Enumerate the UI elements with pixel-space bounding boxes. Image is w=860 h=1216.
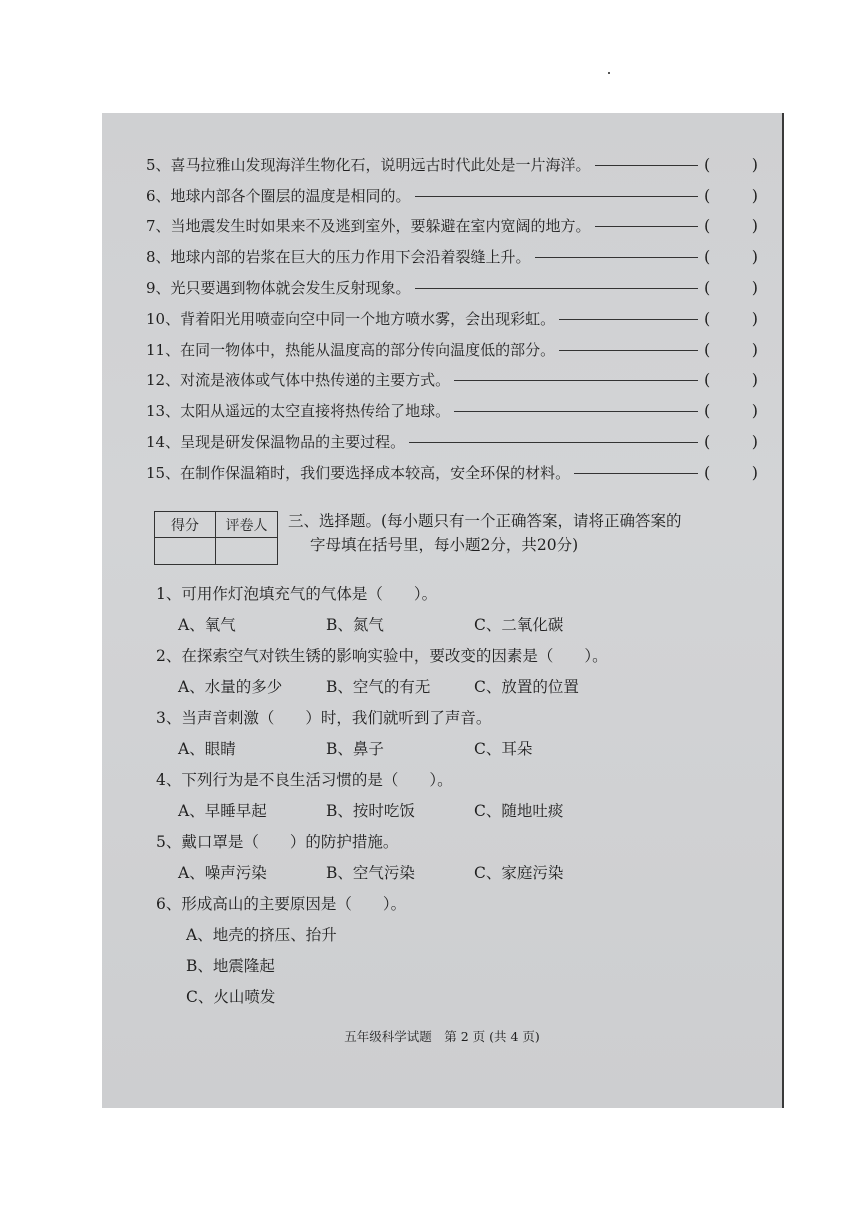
- choice-question-4: 4、下列行为是不良生活习惯的是（ ）。: [156, 771, 453, 789]
- true-false-list: [146, 149, 758, 488]
- score-header: 得分: [155, 512, 216, 538]
- choice-question-2: 2、在探索空气对铁生锈的影响实验中，要改变的因素是（ ）。: [156, 647, 608, 665]
- option-b: B、空气污染: [326, 864, 415, 882]
- choice-options-3: [156, 734, 716, 765]
- option-b: B、氮气: [326, 616, 384, 634]
- option-a: A、水量的多少: [178, 678, 283, 696]
- section-3-title: [288, 509, 728, 557]
- option-c: C、随地吐痰: [474, 802, 564, 820]
- answer-parens[interactable]: ( ): [704, 432, 758, 452]
- option-a: A、地壳的挤压、抬升: [186, 926, 337, 944]
- section-3-line-1: 三、选择题。(每小题只有一个正确答案，请将正确答案的: [288, 512, 682, 530]
- answer-parens[interactable]: ( ): [704, 462, 758, 482]
- answer-parens[interactable]: ( ): [704, 154, 758, 174]
- score-table: [154, 511, 278, 565]
- tf-item-9: 9、光只要遇到物体就会发生反射现象。 ( ): [146, 278, 758, 298]
- tf-item-11: 11、在同一物体中，热能从温度高的部分传向温度低的部分。 ( ): [146, 339, 758, 359]
- choice-question-3: 3、当声音刺激（ ）时，我们就听到了声音。: [156, 709, 492, 727]
- tf-item-6: 6、地球内部各个圈层的温度是相同的。 ( ): [146, 185, 758, 205]
- tf-item-13: 13、太阳从遥远的太空直接将热传给了地球。 ( ): [146, 401, 758, 421]
- tf-item-5: 5、喜马拉雅山发现海洋生物化石，说明远古时代此处是一片海洋。 ( ): [146, 154, 758, 174]
- option-a: A、氧气: [178, 616, 236, 634]
- answer-leader-line: [415, 288, 698, 289]
- tf-item-10: 10、背着阳光用喷壶向空中同一个地方喷水雾，会出现彩虹。 ( ): [146, 308, 758, 328]
- score-cell[interactable]: [155, 538, 216, 564]
- answer-leader-line: [595, 226, 698, 227]
- answer-leader-line: [454, 380, 698, 381]
- answer-leader-line: [574, 473, 698, 474]
- choice-question-6: 6、形成高山的主要原因是（ ）。: [156, 895, 407, 913]
- answer-leader-line: [559, 319, 698, 320]
- choice-question-5: 5、戴口罩是（ ）的防护措施。: [156, 833, 399, 851]
- answer-leader-line: [454, 411, 698, 412]
- answer-parens[interactable]: ( ): [704, 185, 758, 205]
- tf-item-12: 12、对流是液体或气体中热传递的主要方式。 ( ): [146, 370, 758, 390]
- answer-leader-line: [595, 165, 698, 166]
- option-c: C、放置的位置: [474, 678, 579, 696]
- grader-header: 评卷人: [216, 512, 277, 538]
- answer-parens[interactable]: ( ): [704, 308, 758, 328]
- option-b: B、按时吃饭: [326, 802, 415, 820]
- choice-options-2: [156, 672, 716, 703]
- option-c: C、家庭污染: [474, 864, 564, 882]
- option-b: B、地震隆起: [186, 957, 275, 975]
- answer-leader-line: [409, 442, 698, 443]
- exam-page: [102, 113, 784, 1108]
- tf-item-15: 15、在制作保温箱时，我们要选择成本较高，安全环保的材料。 ( ): [146, 462, 758, 482]
- tf-item-8: 8、地球内部的岩浆在巨大的压力作用下会沿着裂缝上升。 ( ): [146, 247, 758, 267]
- answer-parens[interactable]: ( ): [704, 339, 758, 359]
- option-c: C、耳朵: [474, 740, 533, 758]
- multiple-choice-list: [156, 579, 716, 1013]
- choice-options-5: [156, 858, 716, 889]
- answer-leader-line: [535, 257, 698, 258]
- tf-item-14: 14、呈现是研发保温物品的主要过程。 ( ): [146, 432, 758, 452]
- option-a: A、眼睛: [178, 740, 236, 758]
- answer-parens[interactable]: ( ): [704, 247, 758, 267]
- answer-parens[interactable]: ( ): [704, 370, 758, 390]
- choice-options-1: [156, 610, 716, 641]
- answer-leader-line: [559, 350, 698, 351]
- option-a: A、早睡早起: [178, 802, 267, 820]
- option-c: C、二氧化碳: [474, 616, 564, 634]
- answer-parens[interactable]: ( ): [704, 278, 758, 298]
- option-b: B、鼻子: [326, 740, 384, 758]
- section-3-line-2: 字母填在括号里，每小题2分，共20分): [310, 536, 579, 554]
- option-c: C、火山喷发: [186, 988, 276, 1006]
- choice-question-1: 1、可用作灯泡填充气的气体是（ ）。: [156, 585, 438, 603]
- answer-parens[interactable]: ( ): [704, 216, 758, 236]
- choice-options-4: [156, 796, 716, 827]
- stray-dot: [608, 72, 610, 74]
- option-a: A、噪声污染: [178, 864, 267, 882]
- option-b: B、空气的有无: [326, 678, 431, 696]
- grader-cell[interactable]: [216, 538, 277, 564]
- answer-parens[interactable]: ( ): [704, 401, 758, 421]
- page-footer: 五年级科学试题 第 2 页 (共 4 页): [344, 1029, 540, 1044]
- answer-leader-line: [415, 196, 698, 197]
- tf-item-7: 7、当地震发生时如果来不及逃到室外，要躲避在室内宽阔的地方。 ( ): [146, 216, 758, 236]
